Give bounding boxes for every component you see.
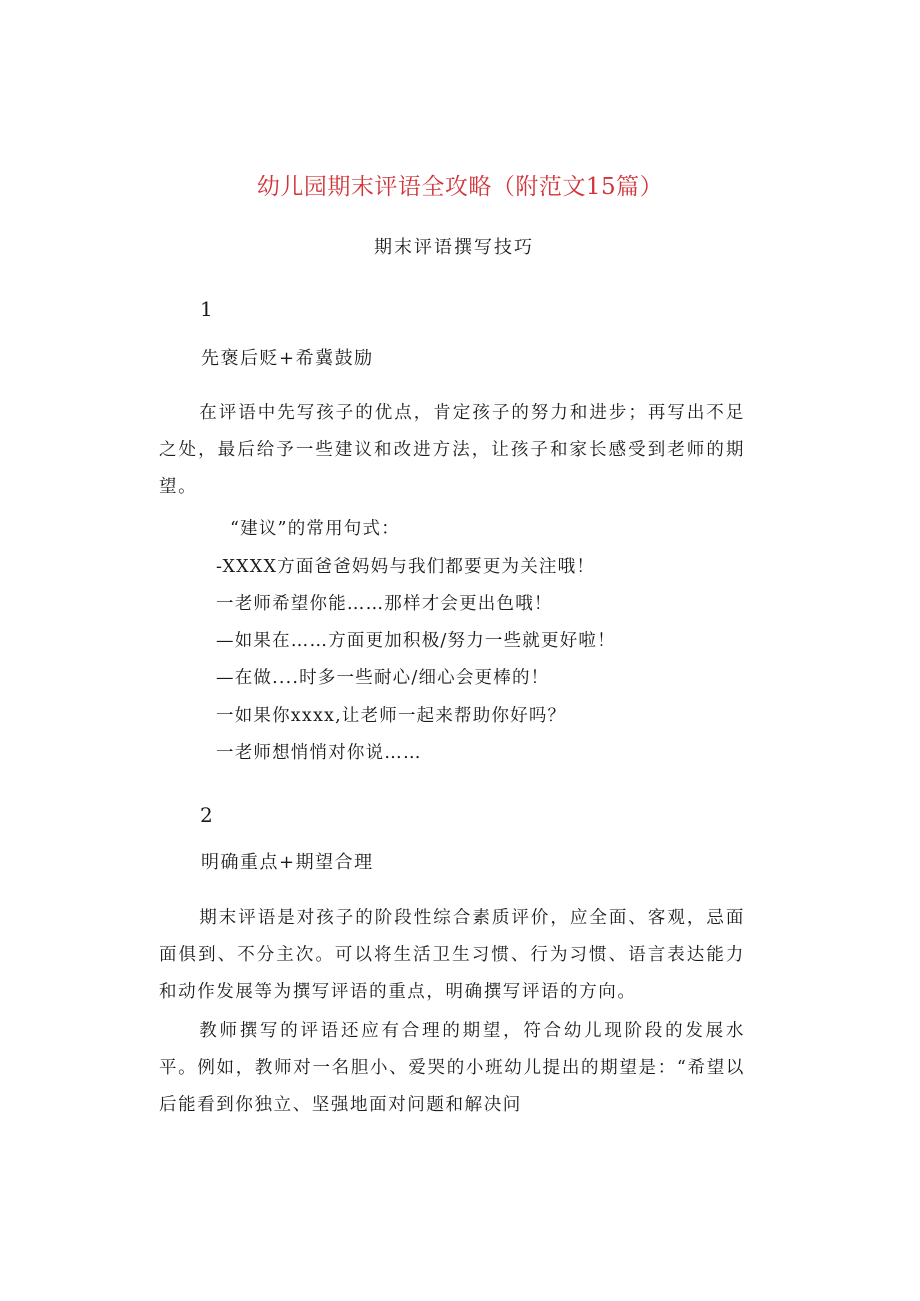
phrases-title: “建议”的常用句式：	[230, 519, 400, 539]
section-heading: 明确重点+期望合理	[201, 852, 374, 873]
phrase-item: 一老师想悄悄对你说……	[216, 743, 422, 763]
phrase-item: 一如果你xxxx,让老师一起来帮助你好吗？	[216, 706, 567, 726]
body-paragraph: 在评语中先写孩子的优点，肯定孩子的努力和进步；再写出不足之处，最后给予一些建议和改进方法，让孩子和家长感受到老师的期望。	[159, 403, 745, 497]
body-paragraph: 教师撰写的评语还应有合理的期望，符合幼儿现阶段的发展水平。例如，教师对一名胆小、爱哭的小班幼儿提出的期望是：“希望以后能看到你独立、坚强地面对问题和解决问	[159, 1021, 745, 1115]
section-number: 2	[200, 803, 213, 827]
document-title: 幼儿园期末评语全攻略（附范文15篇）	[256, 174, 664, 200]
phrase-item: 一老师希望你能……那样才会更出色哦！	[216, 594, 553, 614]
section-number: 1	[200, 297, 213, 321]
body-paragraph: 期末评语是对孩子的阶段性综合素质评价，应全面、客观，忌面面俱到、不分主次。可以将生活卫生习惯、行为习惯、语言表达能力和动作发展等为撰写评语的重点，明确撰写评语的方向。	[159, 908, 745, 1002]
phrase-item: -XXXX方面爸爸妈妈与我们都要更为关注哦！	[216, 557, 596, 577]
phrase-item: —在做....时多一些耐心/细心会更棒的！	[216, 668, 550, 688]
document-subtitle: 期末评语撰写技巧	[374, 237, 534, 258]
phrase-item: —如果在……方面更加积极/努力一些就更好啦！	[216, 631, 616, 651]
section-heading: 先褒后贬+希冀鼓励	[201, 348, 374, 369]
